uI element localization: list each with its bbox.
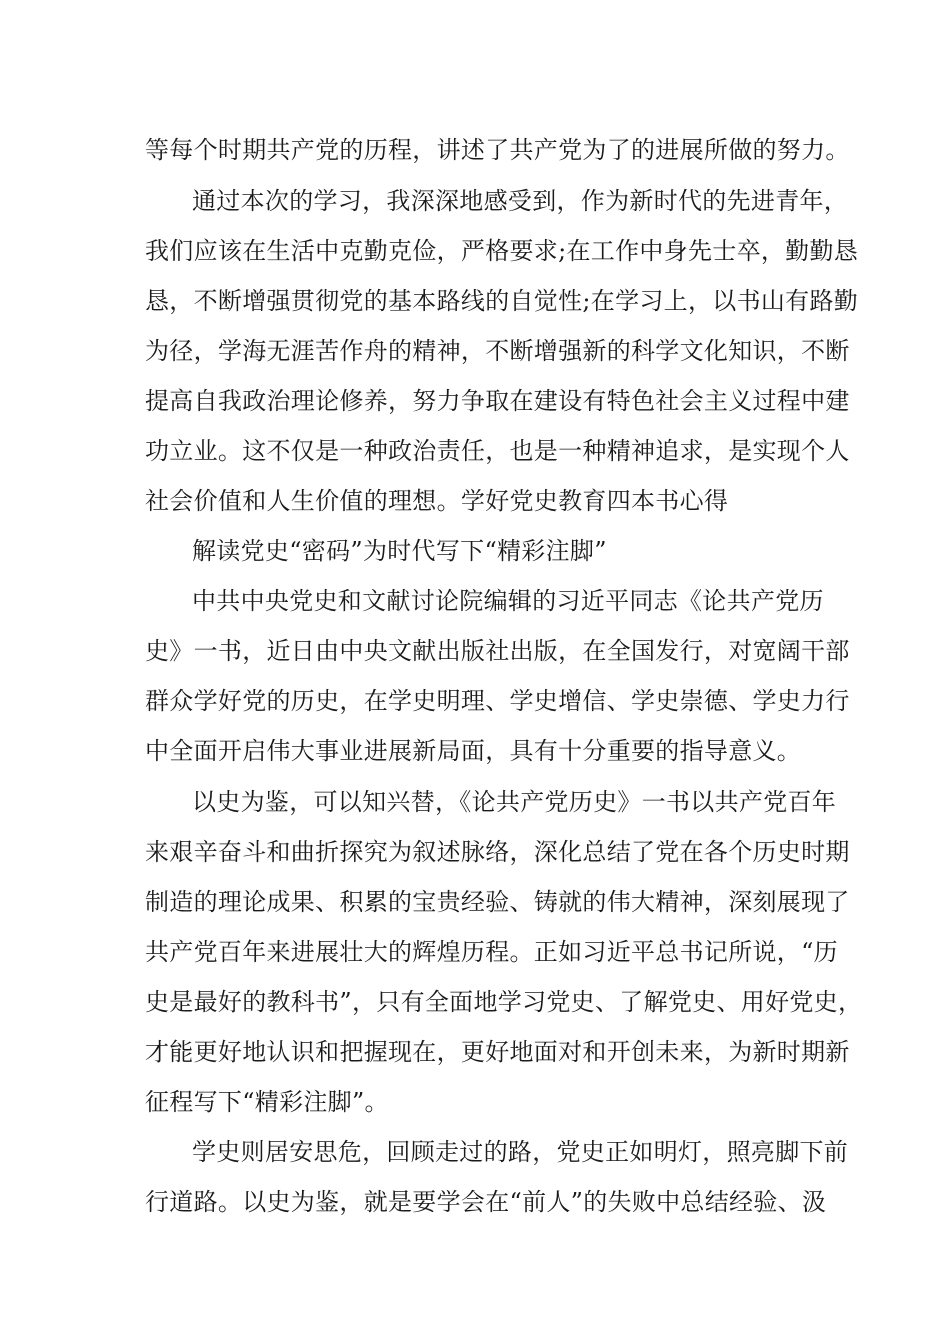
text-line: 群众学好党的历史，在学史明理、学史增信、学史崇德、学史力行 (145, 687, 850, 715)
text-line: 我们应该在生活中克勤克俭，严格要求;在工作中身先士卒，勤勤恳 (145, 237, 859, 265)
text-line: 行道路。以史为鉴，就是要学会在“前人”的失败中总结经验、汲 (145, 1188, 827, 1216)
section-heading: 解读党史“密码”为时代写下“精彩注脚” (192, 537, 607, 565)
text-line: 来艰辛奋斗和曲折探究为叙述脉络，深化总结了党在各个历史时期 (145, 838, 850, 866)
text-line: 通过本次的学习，我深深地感受到，作为新时代的先进青年， (192, 187, 849, 215)
text-line: 为径，学海无涯苦作舟的精神，不断增强新的科学文化知识，不断 (145, 337, 850, 365)
text-line: 史是最好的教科书”，只有全面地学习党史、了解党史、用好党史， (145, 988, 863, 1016)
text-line: 史》一书，近日由中央文献出版社出版，在全国发行，对宽阔干部 (145, 637, 850, 665)
text-line: 征程写下“精彩注脚”。 (145, 1088, 389, 1116)
text-line: 功立业。这不仅是一种政治责任，也是一种精神追求，是实现个人 (145, 437, 850, 465)
text-line: 中共中央党史和文献讨论院编辑的习近平同志《论共产党历 (192, 587, 824, 615)
text-line: 以史为鉴，可以知兴替，《论共产党历史》一书以共产党百年 (192, 788, 837, 816)
text-line: 恳，不断增强贯彻党的基本路线的自觉性;在学习上，以书山有路勤 (145, 287, 859, 315)
text-line: 中全面开启伟大事业进展新局面，具有十分重要的指导意义。 (145, 737, 802, 765)
text-line: 提高自我政治理论修养，努力争取在建设有特色社会主义过程中建 (145, 387, 850, 415)
text-line: 等每个时期共产党的历程，讲述了共产党为了的进展所做的努力。 (145, 136, 850, 164)
text-line: 学史则居安思危，回顾走过的路，党史正如明灯，照亮脚下前 (192, 1138, 849, 1166)
text-line: 共产党百年来进展壮大的辉煌历程。正如习近平总书记所说，“历 (145, 938, 838, 966)
text-line: 制造的理论成果、积累的宝贵经验、铸就的伟大精神，深刻展现了 (145, 888, 850, 916)
text-line: 才能更好地认识和把握现在，更好地面对和开创未来，为新时期新 (145, 1038, 850, 1066)
text-line: 社会价值和人生价值的理想。学好党史教育四本书心得 (145, 487, 729, 515)
